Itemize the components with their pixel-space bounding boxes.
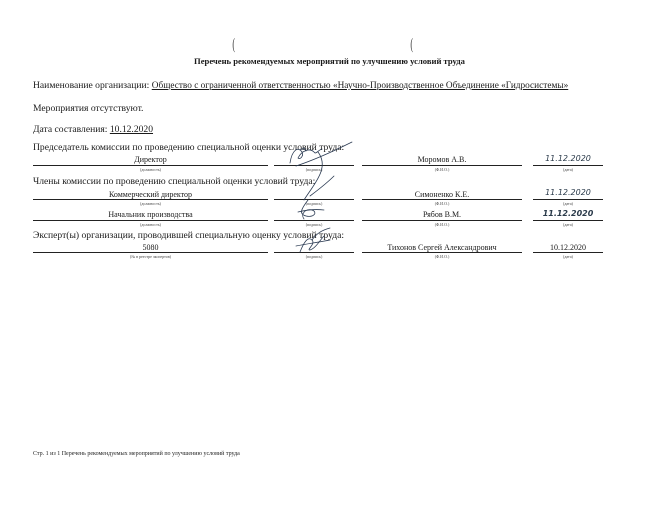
- punch-mark-left: (: [232, 36, 235, 53]
- member-position: Начальник производства: [108, 210, 193, 219]
- punch-mark-right: (: [410, 36, 413, 53]
- member-position: Коммерческий директор: [108, 190, 193, 199]
- expert-heading: Эксперт(ы) организации, проводившей специальную оценку условий труда:: [33, 230, 345, 241]
- caption-signature: (подпись): [305, 222, 323, 227]
- caption-signature: (подпись): [305, 167, 323, 172]
- members-heading: Члены комиссии по проведению специальной оценки условий труда:: [33, 176, 316, 187]
- measures-text: Мероприятия отсутствуют.: [33, 103, 144, 114]
- caption-position: (должность): [140, 201, 161, 206]
- chairman-position: Директор: [134, 155, 167, 164]
- caption-signature: (подпись): [305, 254, 323, 259]
- chairman-date: 11.12.2020: [545, 154, 591, 163]
- member-signature: [298, 200, 324, 219]
- organization-label: Наименование организации:: [33, 80, 150, 91]
- caption-signature: (подпись): [305, 201, 323, 206]
- caption-fio: (Ф.И.О.): [434, 222, 450, 227]
- expert-registry-number: 5080: [142, 243, 159, 252]
- member-name: Симоненко К.Е.: [414, 190, 470, 199]
- member-date: 11.12.2020: [542, 209, 594, 218]
- caption-registry: (№ в реестре экспертов): [129, 254, 172, 259]
- caption-date: (дата): [563, 167, 573, 172]
- caption-date: (дата): [563, 201, 573, 206]
- chairman-name: Моромов А.В.: [417, 155, 467, 164]
- caption-position: (должность): [140, 222, 161, 227]
- signature-stroke: [304, 152, 334, 200]
- caption-fio: (Ф.И.О.): [434, 254, 450, 259]
- member-date: 11.12.2020: [545, 188, 591, 197]
- organization-name: Общество с ограниченной ответственностью «Научно-Производственное Объединение «Гидросистемы»: [151, 81, 569, 91]
- expert-date: 10.12.2020: [550, 243, 586, 252]
- caption-date: (дата): [563, 222, 573, 227]
- caption-date: (дата): [563, 254, 573, 259]
- expert-name: Тихонов Сергей Александрович: [387, 243, 497, 252]
- chairman-signature: [290, 142, 352, 166]
- date-compiled-label: Дата составления:: [33, 124, 108, 135]
- chairman-heading: Председатель комиссии по проведению специальной оценки условий труда:: [33, 142, 345, 153]
- document-title: Перечень рекомендуемых мероприятий по улучшению условий труда: [194, 56, 465, 66]
- page-footer: Стр. 1 из 1 Перечень рекомендуемых мероприятий по улучшению условий труда: [33, 451, 240, 457]
- caption-fio: (Ф.И.О.): [434, 201, 450, 206]
- expert-signature: [296, 228, 330, 252]
- caption-position: (должность): [140, 167, 161, 172]
- date-compiled-value: 10.12.2020: [109, 124, 154, 135]
- member-name: Рябов В.М.: [422, 210, 462, 219]
- caption-fio: (Ф.И.О.): [434, 167, 450, 172]
